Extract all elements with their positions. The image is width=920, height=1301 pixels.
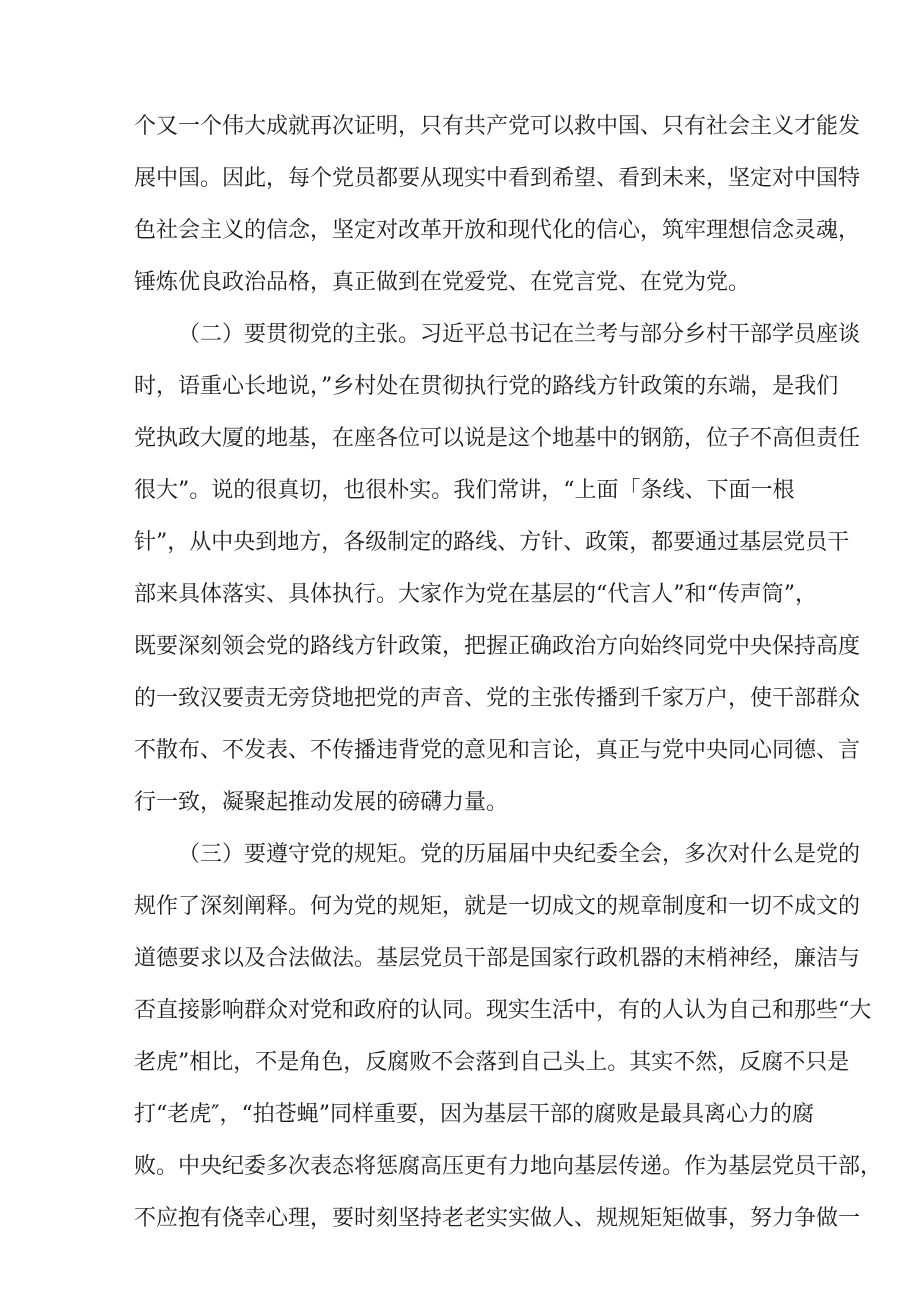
paragraph-line: 道德要求以及合法做法。基层党员干部是国家行政机器的末梢神经，廉洁与 (134, 946, 861, 971)
paragraph-line: 部来具体落实、具体执行。大家作为党在基层的“代言人”和“传声筒”， (134, 582, 817, 607)
paragraph-line: 既要深刻领会党的路线方针政策，把握正确政治方向始终同党中央保持高度 (134, 634, 861, 659)
paragraph-line: （三）要遵守党的规矩。党的历届届中央纪委全会，多次对什么是党的 (178, 842, 861, 867)
paragraph-line: 党执政大厦的地基，在座各位可以说是这个地基中的钢筋，位子不高但责任 (134, 426, 861, 451)
paragraph-line: 时，语重心长地说，”乡村处在贯彻执行党的路线方针政策的东端，是我们 (134, 374, 839, 399)
paragraph-line: 否直接影响群众对党和政府的认同。现实生活中，有的人认为自己和那些“大 (134, 998, 872, 1023)
paragraph-line: （二）要贯彻党的主张。习近平总书记在兰考与部分乡村干部学员座谈 (178, 322, 861, 347)
paragraph-line: 的一致汉要责无旁贷地把党的声音、党的主张传播到千家万户，使干部群众 (134, 686, 861, 711)
paragraph-line: 很大”。说的很真切，也很朴实。我们常讲，“上面「条线、下面一根 (134, 478, 795, 503)
paragraph-line: 色社会主义的信念，坚定对改革开放和现代化的信心，筑牢理想信念灵魂， (134, 218, 861, 243)
paragraph-line: 不应抱有侥幸心理，要时刻坚持老老实实做人、规规矩矩做事，努力争做一 (134, 1206, 861, 1231)
paragraph-line: 个又一个伟大成就再次证明，只有共产党可以救中国、只有社会主义才能发 (134, 114, 861, 139)
paragraph-line: 败。中央纪委多次表态将惩腐高压更有力地向基层传递。作为基层党员干部， (134, 1154, 883, 1179)
paragraph-line: 老虎”相比，不是角色，反腐败不会落到自己头上。其实不然，反腐不只是 (134, 1050, 850, 1075)
paragraph-line: 展中国。因此，每个党员都要从现实中看到希望、看到未来，坚定对中国特 (134, 166, 861, 191)
paragraph-line: 不散布、不发表、不传播违背党的意见和言论，真正与党中央同心同德、言 (134, 738, 861, 763)
paragraph-line: 打“老虎″，“拍苍蝇”同样重要，因为基层干部的腐败是最具离心力的腐 (134, 1102, 814, 1127)
paragraph-line: 针”，从中央到地方，各级制定的路线、方针、政策，都要通过基层党员干 (134, 530, 850, 555)
paragraph-line: 行一致，凝聚起推动发展的磅礴力量。 (134, 790, 509, 815)
paragraph-line: 锤炼优良政治品格，真正做到在党爱党、在党言党、在党为党。 (134, 270, 751, 295)
paragraph-line: 规作了深刻阐释。何为党的规矩，就是一切成文的规章制度和一切不成文的 (134, 894, 861, 919)
